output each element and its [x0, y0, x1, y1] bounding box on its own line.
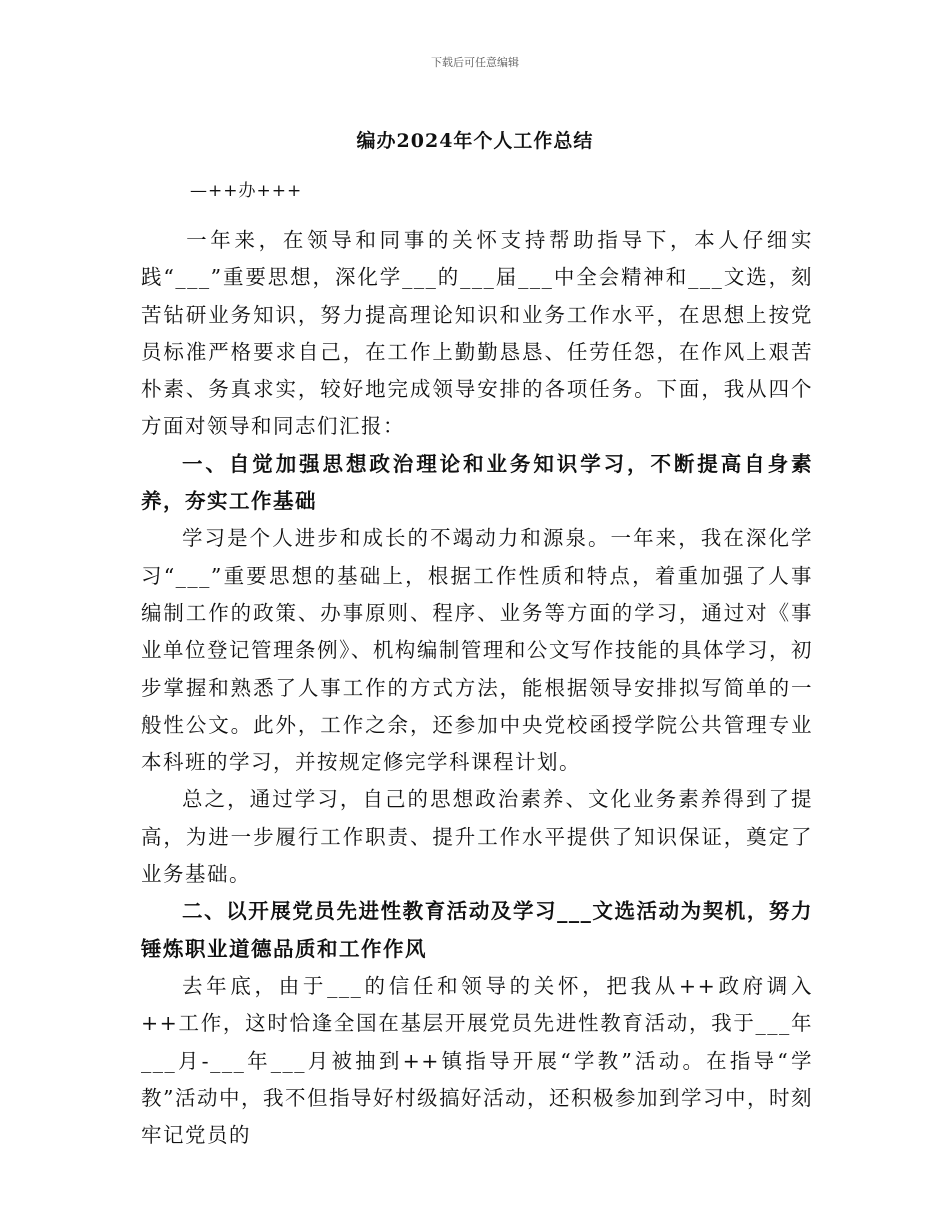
section-heading-1: 一、自觉加强思想政治理论和业务知识学习，不断提高自身素养，夯实工作基础	[141, 451, 813, 514]
paragraph-intro: 一年来，在领导和同事的关怀支持帮助指导下，本人仔细实践“___”重要思想，深化学___的___届___中全会精神和___文选，刻苦钻研业务知识，努力提高理论知识和业务工作水平，在思想上按党员标准严格要求自己，在工作上勤勤恳恳、任劳任怨，在作风上艰苦朴素、务真求实，较好地完成领导安排的各项任务。下面，我从四个方面对领导和同志们汇报：	[141, 228, 813, 439]
paragraph-transfer: 去年底，由于___的信任和领导的关怀，把我从++政府调入++工作，这时恰逢全国在基层开展党员先进性教育活动，我于___年___月-___年___月被抽到++镇指导开展“学教”活动。在指导“学教”活动中，我不但指导好村级搞好活动，还积极参加到学习中，时刻牢记党员的	[141, 973, 813, 1148]
section-heading-2: 二、以开展党员先进性教育活动及学习___文选活动为契机，努力锤炼职业道德品质和工作作风	[141, 899, 813, 961]
document-title: 编办2024年个人工作总结	[356, 130, 594, 152]
paragraph-study: 学习是个人进步和成长的不竭动力和源泉。一年来，我在深化学习“___”重要思想的基础上，根据工作性质和特点，着重加强了人事编制工作的政策、办事原则、程序、业务等方面的学习，通过对《事业单位登记管理条例》、机构编制管理和公文写作技能的具体学习，初步掌握和熟悉了人事工作的方式方法，能根据领导安排拟写简单的一般性公文。此外，工作之余，还参加中央党校函授学院公共管理专业本科班的学习，并按规定修完学科课程计划。	[141, 526, 813, 775]
paragraph-summary: 总之，通过学习，自己的思想政治素养、文化业务素养得到了提高，为进一步履行工作职责、提升工作水平提供了知识保证，奠定了业务基础。	[141, 787, 813, 887]
document-body	[141, 222, 813, 1154]
byline: —++办+++	[190, 181, 303, 201]
header-note: 下载后可任意编辑	[431, 56, 519, 69]
